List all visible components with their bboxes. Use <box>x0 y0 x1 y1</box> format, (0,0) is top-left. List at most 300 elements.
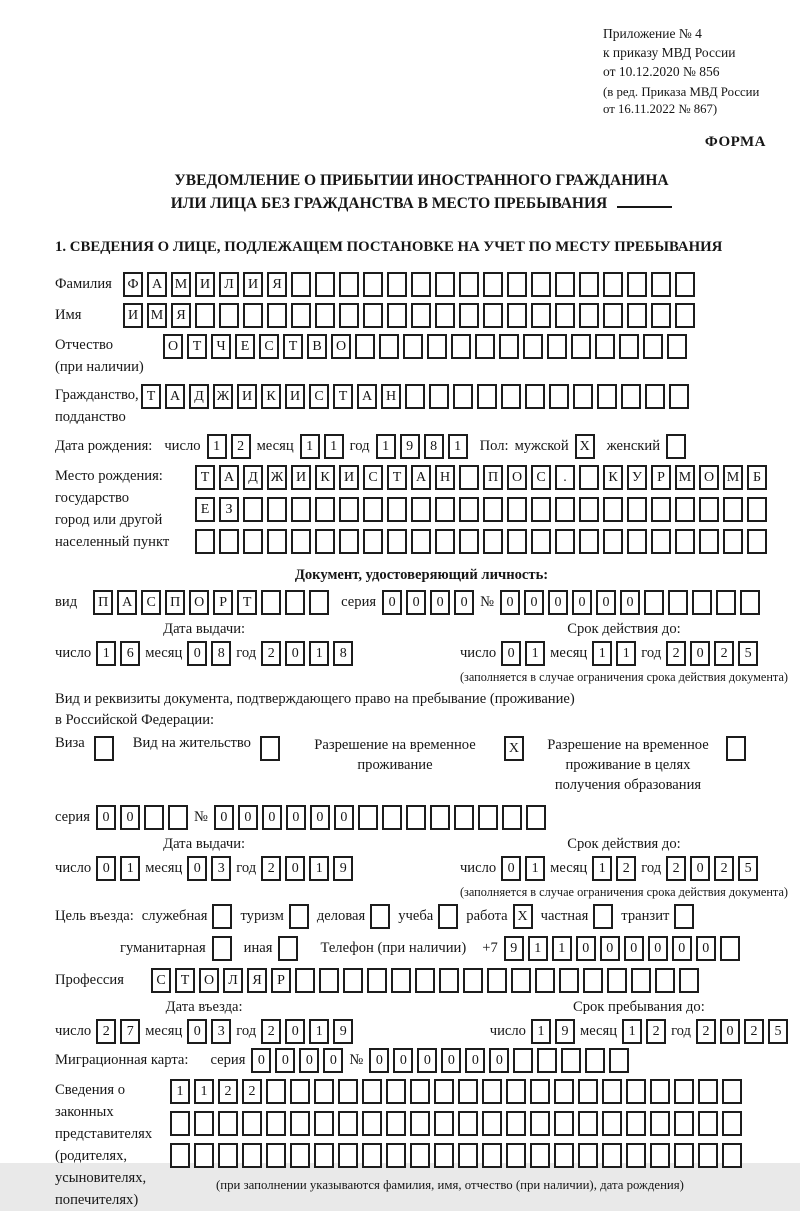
char-box[interactable] <box>585 1048 605 1073</box>
char-box[interactable] <box>339 497 359 522</box>
char-box[interactable] <box>290 1143 310 1168</box>
char-box[interactable]: 2 <box>231 434 251 459</box>
char-box[interactable] <box>720 936 740 961</box>
char-box[interactable]: 0 <box>600 936 620 961</box>
char-box[interactable]: И <box>195 272 215 297</box>
char-box[interactable]: 0 <box>285 856 305 881</box>
char-box[interactable] <box>168 805 188 830</box>
char-box[interactable]: Р <box>651 465 671 490</box>
char-box[interactable]: К <box>603 465 623 490</box>
char-box[interactable] <box>212 904 232 929</box>
char-box[interactable]: Р <box>271 968 291 993</box>
char-box[interactable]: Д <box>243 465 263 490</box>
char-box[interactable]: 1 <box>309 1019 329 1044</box>
char-box[interactable] <box>438 904 458 929</box>
char-box[interactable] <box>459 529 479 554</box>
char-box[interactable] <box>363 497 383 522</box>
char-box[interactable]: 9 <box>555 1019 575 1044</box>
char-box[interactable] <box>291 303 311 328</box>
char-box[interactable]: 0 <box>214 805 234 830</box>
char-box[interactable]: И <box>243 272 263 297</box>
char-box[interactable] <box>391 968 411 993</box>
char-box[interactable] <box>602 1143 622 1168</box>
char-box[interactable] <box>698 1079 718 1104</box>
char-box[interactable] <box>699 497 719 522</box>
char-box[interactable] <box>507 272 527 297</box>
char-box[interactable] <box>555 272 575 297</box>
char-box[interactable]: Е <box>235 334 255 359</box>
char-box[interactable] <box>643 334 663 359</box>
char-box[interactable] <box>603 497 623 522</box>
char-box[interactable]: Л <box>219 272 239 297</box>
char-box[interactable]: 0 <box>696 936 716 961</box>
char-box[interactable]: 1 <box>531 1019 551 1044</box>
char-box[interactable] <box>506 1079 526 1104</box>
char-box[interactable]: О <box>331 334 351 359</box>
char-box[interactable] <box>651 529 671 554</box>
char-box[interactable] <box>555 529 575 554</box>
char-box[interactable]: 1 <box>616 641 636 666</box>
char-box[interactable] <box>626 1079 646 1104</box>
char-box[interactable] <box>621 384 641 409</box>
char-box[interactable]: И <box>291 465 311 490</box>
char-box[interactable] <box>535 968 555 993</box>
char-box[interactable] <box>531 497 551 522</box>
char-box[interactable]: 0 <box>500 590 520 615</box>
char-box[interactable]: 1 <box>309 641 329 666</box>
char-box[interactable] <box>578 1143 598 1168</box>
char-box[interactable] <box>626 1143 646 1168</box>
char-box[interactable] <box>362 1143 382 1168</box>
char-box[interactable] <box>411 303 431 328</box>
char-box[interactable] <box>674 1079 694 1104</box>
char-box[interactable] <box>674 1111 694 1136</box>
char-box[interactable] <box>358 805 378 830</box>
char-box[interactable]: 0 <box>310 805 330 830</box>
char-box[interactable] <box>645 384 665 409</box>
char-box[interactable] <box>451 334 471 359</box>
char-box[interactable]: Л <box>223 968 243 993</box>
char-box[interactable] <box>315 272 335 297</box>
char-box[interactable] <box>579 497 599 522</box>
char-box[interactable] <box>666 434 686 459</box>
char-box[interactable] <box>386 1111 406 1136</box>
char-box[interactable] <box>699 529 719 554</box>
char-box[interactable] <box>523 334 543 359</box>
char-box[interactable]: 0 <box>96 805 116 830</box>
char-box[interactable] <box>627 497 647 522</box>
char-box[interactable] <box>243 303 263 328</box>
char-box[interactable] <box>549 384 569 409</box>
char-box[interactable]: 0 <box>489 1048 509 1073</box>
char-box[interactable] <box>343 968 363 993</box>
char-box[interactable] <box>411 497 431 522</box>
char-box[interactable]: Е <box>195 497 215 522</box>
char-box[interactable] <box>531 529 551 554</box>
char-box[interactable]: Т <box>387 465 407 490</box>
char-box[interactable] <box>723 529 743 554</box>
char-box[interactable] <box>506 1143 526 1168</box>
char-box[interactable] <box>531 272 551 297</box>
char-box[interactable] <box>458 1143 478 1168</box>
char-box[interactable] <box>430 805 450 830</box>
char-box[interactable] <box>650 1079 670 1104</box>
char-box[interactable]: X <box>513 904 533 929</box>
char-box[interactable]: 2 <box>714 856 734 881</box>
char-box[interactable] <box>650 1143 670 1168</box>
char-box[interactable]: И <box>123 303 143 328</box>
char-box[interactable] <box>387 303 407 328</box>
char-box[interactable]: 1 <box>300 434 320 459</box>
char-box[interactable] <box>338 1143 358 1168</box>
char-box[interactable] <box>260 736 280 761</box>
char-box[interactable] <box>403 334 423 359</box>
char-box[interactable] <box>530 1079 550 1104</box>
char-box[interactable]: 1 <box>592 856 612 881</box>
char-box[interactable] <box>194 1111 214 1136</box>
char-box[interactable] <box>439 968 459 993</box>
char-box[interactable] <box>338 1079 358 1104</box>
char-box[interactable] <box>507 303 527 328</box>
char-box[interactable] <box>291 497 311 522</box>
char-box[interactable]: Я <box>267 272 287 297</box>
char-box[interactable]: 2 <box>744 1019 764 1044</box>
char-box[interactable] <box>435 497 455 522</box>
char-box[interactable]: К <box>261 384 281 409</box>
char-box[interactable]: З <box>219 497 239 522</box>
char-box[interactable] <box>726 736 746 761</box>
char-box[interactable] <box>578 1079 598 1104</box>
char-box[interactable] <box>716 590 736 615</box>
char-box[interactable]: 0 <box>187 1019 207 1044</box>
char-box[interactable]: Ф <box>123 272 143 297</box>
char-box[interactable] <box>315 497 335 522</box>
char-box[interactable]: 1 <box>525 641 545 666</box>
char-box[interactable]: 0 <box>382 590 402 615</box>
char-box[interactable] <box>607 968 627 993</box>
char-box[interactable]: 0 <box>620 590 640 615</box>
char-box[interactable] <box>644 590 664 615</box>
char-box[interactable]: 2 <box>261 856 281 881</box>
char-box[interactable] <box>619 334 639 359</box>
char-box[interactable] <box>290 1111 310 1136</box>
char-box[interactable]: П <box>483 465 503 490</box>
char-box[interactable]: Т <box>195 465 215 490</box>
char-box[interactable]: 1 <box>622 1019 642 1044</box>
char-box[interactable] <box>319 968 339 993</box>
char-box[interactable] <box>415 968 435 993</box>
char-box[interactable] <box>339 529 359 554</box>
char-box[interactable]: М <box>171 272 191 297</box>
char-box[interactable] <box>722 1111 742 1136</box>
char-box[interactable] <box>434 1111 454 1136</box>
char-box[interactable]: 0 <box>299 1048 319 1073</box>
char-box[interactable]: 1 <box>309 856 329 881</box>
char-box[interactable] <box>655 968 675 993</box>
char-box[interactable] <box>675 529 695 554</box>
char-box[interactable]: 0 <box>501 641 521 666</box>
char-box[interactable]: 2 <box>96 1019 116 1044</box>
char-box[interactable] <box>453 384 473 409</box>
char-box[interactable] <box>526 805 546 830</box>
char-box[interactable]: А <box>117 590 137 615</box>
char-box[interactable]: . <box>555 465 575 490</box>
char-box[interactable]: С <box>363 465 383 490</box>
char-box[interactable] <box>458 1079 478 1104</box>
char-box[interactable] <box>603 529 623 554</box>
char-box[interactable]: 1 <box>194 1079 214 1104</box>
char-box[interactable]: 0 <box>648 936 668 961</box>
char-box[interactable] <box>218 1111 238 1136</box>
char-box[interactable] <box>579 465 599 490</box>
char-box[interactable]: 0 <box>286 805 306 830</box>
char-box[interactable] <box>547 334 567 359</box>
char-box[interactable] <box>459 272 479 297</box>
char-box[interactable] <box>387 272 407 297</box>
char-box[interactable]: 0 <box>96 856 116 881</box>
char-box[interactable] <box>674 904 694 929</box>
char-box[interactable] <box>482 1143 502 1168</box>
char-box[interactable]: 0 <box>430 590 450 615</box>
char-box[interactable] <box>698 1111 718 1136</box>
char-box[interactable]: И <box>237 384 257 409</box>
char-box[interactable]: 0 <box>262 805 282 830</box>
char-box[interactable]: Ж <box>267 465 287 490</box>
char-box[interactable] <box>386 1079 406 1104</box>
char-box[interactable] <box>410 1143 430 1168</box>
char-box[interactable]: 0 <box>393 1048 413 1073</box>
char-box[interactable]: 5 <box>768 1019 788 1044</box>
char-box[interactable] <box>170 1143 190 1168</box>
char-box[interactable]: 1 <box>120 856 140 881</box>
char-box[interactable] <box>499 334 519 359</box>
char-box[interactable]: 2 <box>242 1079 262 1104</box>
char-box[interactable]: 1 <box>207 434 227 459</box>
char-box[interactable] <box>144 805 164 830</box>
char-box[interactable] <box>458 1111 478 1136</box>
char-box[interactable] <box>382 805 402 830</box>
char-box[interactable] <box>362 1111 382 1136</box>
char-box[interactable]: А <box>219 465 239 490</box>
char-box[interactable] <box>674 1143 694 1168</box>
char-box[interactable] <box>559 968 579 993</box>
char-box[interactable] <box>578 1111 598 1136</box>
char-box[interactable] <box>243 497 263 522</box>
char-box[interactable] <box>195 529 215 554</box>
char-box[interactable]: 1 <box>525 856 545 881</box>
char-box[interactable] <box>626 1111 646 1136</box>
char-box[interactable]: И <box>339 465 359 490</box>
char-box[interactable] <box>309 590 329 615</box>
char-box[interactable] <box>722 1143 742 1168</box>
char-box[interactable] <box>429 384 449 409</box>
char-box[interactable] <box>675 497 695 522</box>
char-box[interactable]: 2 <box>646 1019 666 1044</box>
char-box[interactable]: Т <box>175 968 195 993</box>
char-box[interactable] <box>459 303 479 328</box>
char-box[interactable] <box>285 590 305 615</box>
char-box[interactable] <box>475 334 495 359</box>
char-box[interactable]: 0 <box>285 641 305 666</box>
char-box[interactable] <box>387 497 407 522</box>
char-box[interactable] <box>554 1143 574 1168</box>
char-box[interactable] <box>513 1048 533 1073</box>
char-box[interactable] <box>507 497 527 522</box>
char-box[interactable]: 8 <box>424 434 444 459</box>
char-box[interactable]: 0 <box>120 805 140 830</box>
char-box[interactable]: К <box>315 465 335 490</box>
char-box[interactable] <box>530 1143 550 1168</box>
char-box[interactable] <box>266 1111 286 1136</box>
char-box[interactable] <box>555 497 575 522</box>
char-box[interactable]: Т <box>187 334 207 359</box>
char-box[interactable] <box>583 968 603 993</box>
char-box[interactable]: 2 <box>616 856 636 881</box>
char-box[interactable] <box>362 1079 382 1104</box>
char-box[interactable]: Т <box>283 334 303 359</box>
char-box[interactable]: 0 <box>465 1048 485 1073</box>
char-box[interactable]: 0 <box>454 590 474 615</box>
char-box[interactable] <box>511 968 531 993</box>
char-box[interactable] <box>482 1111 502 1136</box>
char-box[interactable] <box>219 529 239 554</box>
char-box[interactable] <box>483 303 503 328</box>
char-box[interactable] <box>267 529 287 554</box>
char-box[interactable]: 1 <box>96 641 116 666</box>
char-box[interactable]: 0 <box>323 1048 343 1073</box>
char-box[interactable] <box>242 1111 262 1136</box>
char-box[interactable] <box>295 968 315 993</box>
char-box[interactable] <box>363 303 383 328</box>
char-box[interactable] <box>195 303 215 328</box>
char-box[interactable] <box>502 805 522 830</box>
char-box[interactable] <box>387 529 407 554</box>
char-box[interactable] <box>669 384 689 409</box>
char-box[interactable] <box>435 529 455 554</box>
char-box[interactable]: 3 <box>211 1019 231 1044</box>
char-box[interactable]: 0 <box>690 856 710 881</box>
char-box[interactable]: 6 <box>120 641 140 666</box>
char-box[interactable] <box>603 303 623 328</box>
char-box[interactable] <box>602 1079 622 1104</box>
char-box[interactable]: 1 <box>592 641 612 666</box>
char-box[interactable] <box>675 272 695 297</box>
char-box[interactable] <box>571 334 591 359</box>
char-box[interactable] <box>267 497 287 522</box>
char-box[interactable]: И <box>285 384 305 409</box>
char-box[interactable]: Д <box>189 384 209 409</box>
char-box[interactable]: 0 <box>548 590 568 615</box>
char-box[interactable]: М <box>147 303 167 328</box>
char-box[interactable]: 2 <box>666 856 686 881</box>
char-box[interactable]: Р <box>213 590 233 615</box>
char-box[interactable]: 0 <box>524 590 544 615</box>
char-box[interactable] <box>218 1143 238 1168</box>
char-box[interactable] <box>267 303 287 328</box>
char-box[interactable]: 2 <box>261 1019 281 1044</box>
char-box[interactable]: 0 <box>406 590 426 615</box>
char-box[interactable] <box>487 968 507 993</box>
char-box[interactable]: 0 <box>596 590 616 615</box>
char-box[interactable]: С <box>309 384 329 409</box>
char-box[interactable]: М <box>675 465 695 490</box>
char-box[interactable] <box>501 384 521 409</box>
char-box[interactable] <box>627 529 647 554</box>
char-box[interactable] <box>651 303 671 328</box>
char-box[interactable] <box>291 272 311 297</box>
char-box[interactable] <box>314 1143 334 1168</box>
char-box[interactable] <box>406 805 426 830</box>
char-box[interactable] <box>651 497 671 522</box>
char-box[interactable] <box>289 904 309 929</box>
char-box[interactable]: О <box>163 334 183 359</box>
char-box[interactable] <box>530 1111 550 1136</box>
char-box[interactable] <box>314 1079 334 1104</box>
char-box[interactable]: А <box>357 384 377 409</box>
char-box[interactable]: 1 <box>376 434 396 459</box>
char-box[interactable]: 5 <box>738 856 758 881</box>
char-box[interactable] <box>219 303 239 328</box>
char-box[interactable] <box>651 272 671 297</box>
char-box[interactable]: 1 <box>324 434 344 459</box>
char-box[interactable]: Т <box>141 384 161 409</box>
char-box[interactable] <box>291 529 311 554</box>
char-box[interactable] <box>454 805 474 830</box>
char-box[interactable] <box>212 936 232 961</box>
char-box[interactable]: А <box>165 384 185 409</box>
char-box[interactable] <box>427 334 447 359</box>
char-box[interactable]: С <box>259 334 279 359</box>
char-box[interactable]: С <box>531 465 551 490</box>
char-box[interactable]: О <box>189 590 209 615</box>
char-box[interactable] <box>740 590 760 615</box>
char-box[interactable] <box>507 529 527 554</box>
char-box[interactable]: 0 <box>576 936 596 961</box>
char-box[interactable]: 8 <box>333 641 353 666</box>
char-box[interactable]: 0 <box>334 805 354 830</box>
char-box[interactable]: 0 <box>187 641 207 666</box>
char-box[interactable]: Я <box>247 968 267 993</box>
char-box[interactable] <box>579 272 599 297</box>
char-box[interactable] <box>435 272 455 297</box>
char-box[interactable] <box>668 590 688 615</box>
char-box[interactable]: 7 <box>120 1019 140 1044</box>
char-box[interactable] <box>170 1111 190 1136</box>
char-box[interactable]: 9 <box>400 434 420 459</box>
char-box[interactable] <box>370 904 390 929</box>
char-box[interactable] <box>554 1111 574 1136</box>
char-box[interactable]: 9 <box>333 1019 353 1044</box>
char-box[interactable]: X <box>504 736 524 761</box>
char-box[interactable] <box>627 272 647 297</box>
char-box[interactable] <box>525 384 545 409</box>
char-box[interactable]: 0 <box>187 856 207 881</box>
char-box[interactable]: Я <box>171 303 191 328</box>
char-box[interactable]: Ч <box>211 334 231 359</box>
char-box[interactable]: В <box>307 334 327 359</box>
char-box[interactable] <box>459 497 479 522</box>
char-box[interactable] <box>315 303 335 328</box>
char-box[interactable] <box>723 497 743 522</box>
char-box[interactable]: А <box>411 465 431 490</box>
char-box[interactable] <box>242 1143 262 1168</box>
char-box[interactable]: 2 <box>218 1079 238 1104</box>
char-box[interactable]: 1 <box>528 936 548 961</box>
char-box[interactable]: 1 <box>552 936 572 961</box>
char-box[interactable] <box>338 1111 358 1136</box>
char-box[interactable] <box>747 529 767 554</box>
char-box[interactable] <box>679 968 699 993</box>
